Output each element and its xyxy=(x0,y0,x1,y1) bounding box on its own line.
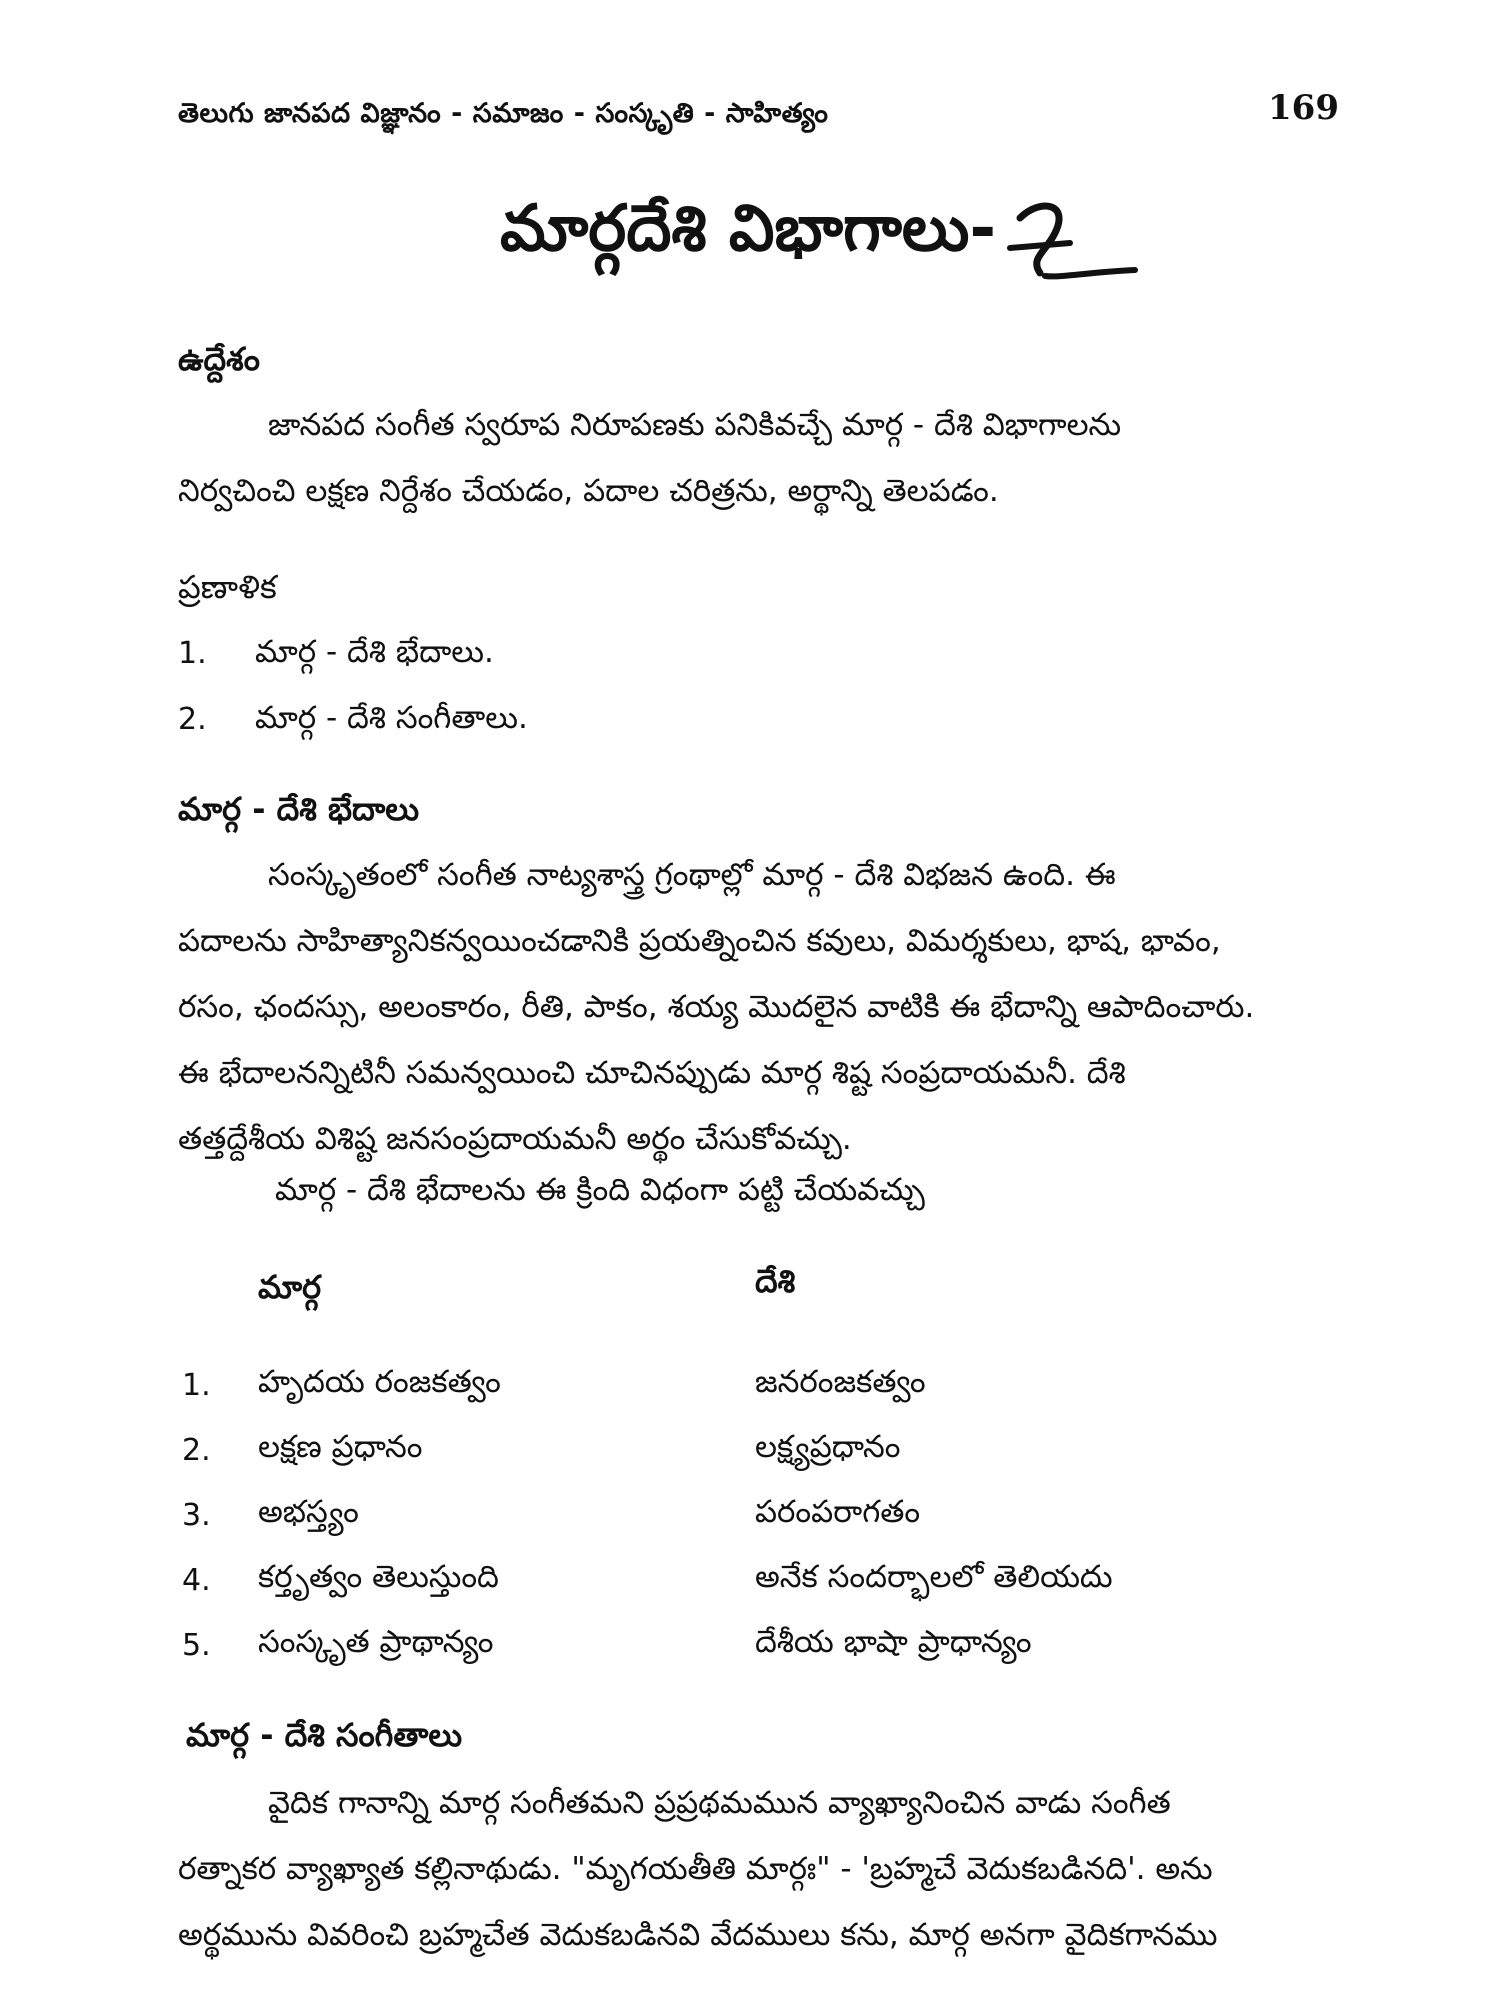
outline-heading: ప్రణాళిక xyxy=(178,568,277,606)
objective-paragraph xyxy=(178,392,1328,524)
music-line: వైదిక గానాన్ని మార్గ సంగీతమని ప్రప్రథమమున వ్యాఖ్యానించిన వాడు సంగీత xyxy=(268,1785,1171,1821)
table-cell-desi: దేశీయ భాషా ప్రాధాన్యం xyxy=(755,1624,1032,1660)
music-paragraph xyxy=(178,1770,1328,1968)
table-cell-marga: అభస్త్యం xyxy=(258,1494,359,1530)
objective-line: నిర్వచించి లక్షణ నిర్దేశం చేయడం, పదాల చరిత్రను, అర్థాన్ని తెలపడం. xyxy=(178,473,999,509)
differences-line: ఈ భేదాలనన్నిటినీ సమన్వయించి చూచినప్పుడు మార్గ శిష్ట సంప్రదాయమనీ. దేశి xyxy=(178,1055,1126,1091)
table-row-number: 5. xyxy=(182,1628,211,1663)
objective-heading: ఉద్దేశం xyxy=(178,340,260,378)
music-heading: మార్గ - దేశి సంగీతాలు xyxy=(186,1716,463,1754)
outline-item-number: 2. xyxy=(178,702,207,737)
differences-paragraph xyxy=(178,842,1328,1172)
table-intro: మార్గ - దేశి భేదాలను ఈ క్రింది విధంగా పట్టి చేయవచ్చు xyxy=(275,1172,925,1208)
chapter-title xyxy=(500,192,996,281)
outline-item-number: 1. xyxy=(178,636,207,671)
outline-item-text: మార్గ - దేశి సంగీతాలు. xyxy=(255,700,528,736)
chapter-title-text: మార్గదేశి విభాగాలు- xyxy=(500,192,997,266)
table-cell-desi: లక్ష్యప్రధానం xyxy=(755,1429,901,1465)
page-number: 169 xyxy=(1268,88,1339,128)
outline-item-text: మార్గ - దేశి భేదాలు. xyxy=(255,634,494,670)
table-cell-desi: అనేక సందర్భాలలో తెలియదు xyxy=(755,1559,1113,1595)
music-line: అర్థమును వివరించి బ్రహ్మచేత వెదుకబడినవి వేదములు కను, మార్గ అనగా వైదికగానము xyxy=(178,1917,1218,1953)
table-row-number: 2. xyxy=(182,1433,211,1468)
table-cell-marga: లక్షణ ప్రధానం xyxy=(258,1429,423,1465)
differences-heading: మార్గ - దేశి భేదాలు xyxy=(178,790,420,828)
differences-line: రసం, ఛందస్సు, అలంకారం, రీతి, పాకం, శయ్య మొదలైన వాటికి ఈ భేదాన్ని ఆపాదించారు. xyxy=(178,989,1255,1025)
table-cell-marga: హృదయ రంజకత్వం xyxy=(258,1364,501,1400)
table-cell-desi: జనరంజకత్వం xyxy=(755,1364,926,1400)
objective-line: జానపద సంగీత స్వరూప నిరూపణకు పనికివచ్చే మార్గ - దేశి విభాగాలను xyxy=(268,407,1122,443)
table-cell-desi: పరంపరాగతం xyxy=(755,1494,921,1530)
handwritten-mark xyxy=(1000,188,1140,298)
differences-line: తత్తద్దేశీయ విశిష్ట జనసంప్రదాయమనీ అర్థం చేసుకోవచ్చు. xyxy=(178,1121,852,1157)
differences-line: సంస్కృతంలో సంగీత నాట్యశాస్త్ర గ్రంథాల్లో మార్గ - దేశి విభజన ఉంది. ఈ xyxy=(268,857,1116,893)
music-line: రత్నాకర వ్యాఖ్యాత కల్లినాథుడు. "మృగయతీతి మార్గః" - 'బ్రహ్మచే వెదుకబడినది'. అను xyxy=(178,1851,1213,1887)
table-cell-marga: కర్తృత్వం తెలుస్తుంది xyxy=(258,1559,499,1595)
table-cell-marga: సంస్కృత ప్రాథాన్యం xyxy=(258,1624,494,1660)
running-head: తెలుగు జానపద విజ్ఞానం - సమాజం - సంస్కృతి - సాహిత్యం xyxy=(178,98,829,129)
table-header-marga: మార్గ xyxy=(258,1268,322,1306)
differences-line: పదాలను సాహిత్యానికన్వయించడానికి ప్రయత్నించిన కవులు, విమర్శకులు, భాష, భావం, xyxy=(178,923,1221,959)
table-row-number: 3. xyxy=(182,1498,211,1533)
table-row-number: 1. xyxy=(182,1368,211,1403)
table-header-desi: దేశి xyxy=(755,1262,796,1300)
table-row-number: 4. xyxy=(182,1563,211,1598)
